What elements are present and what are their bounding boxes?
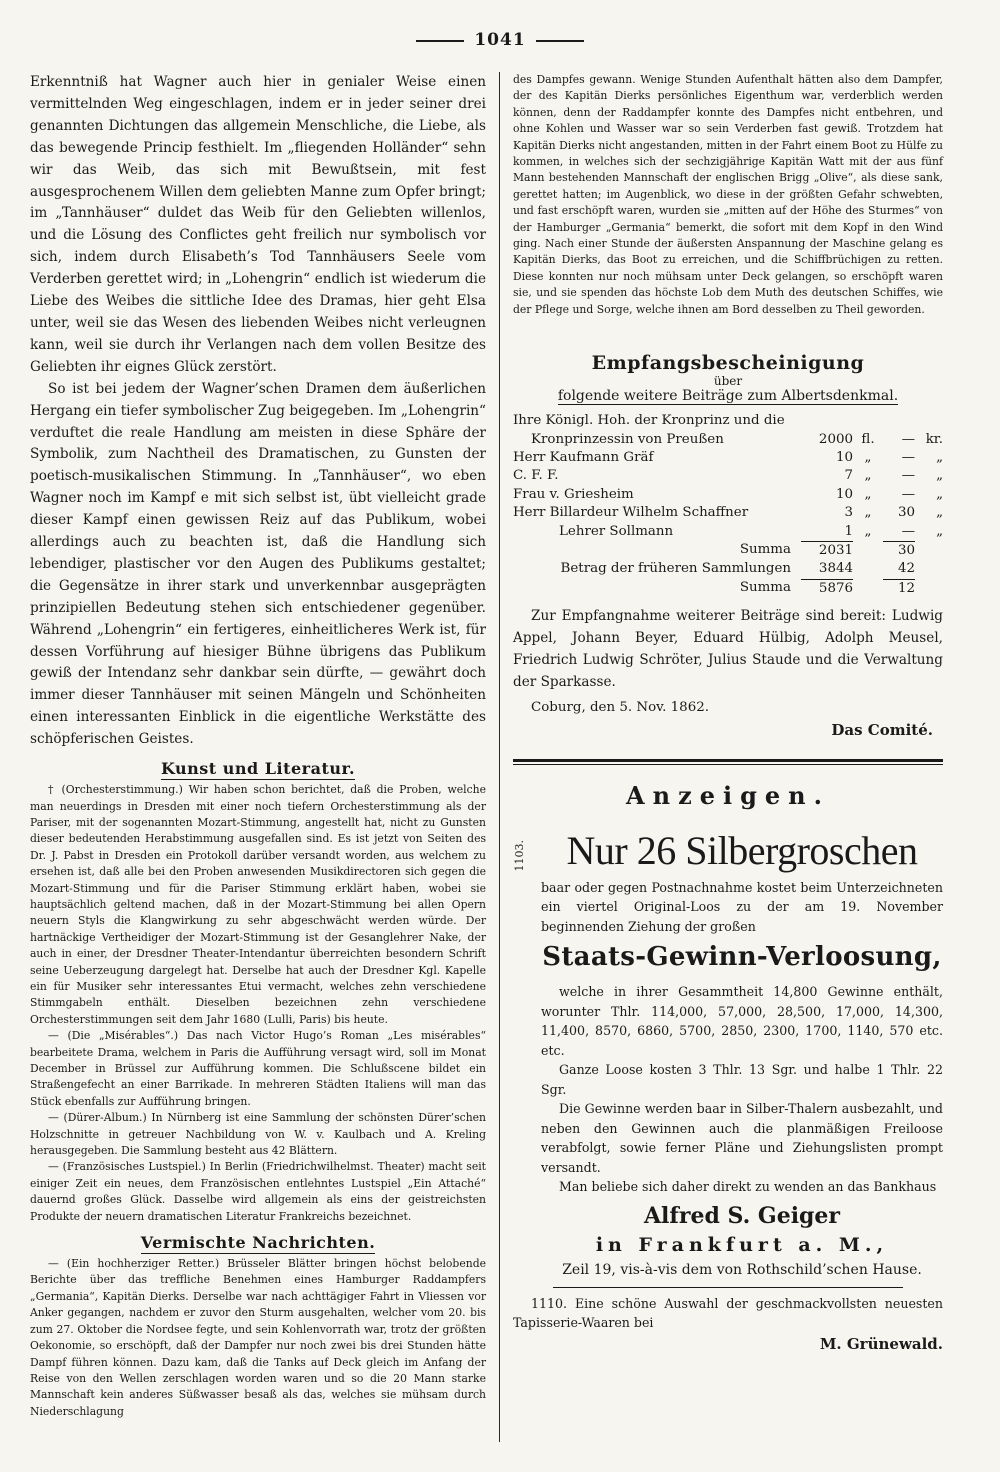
donor-name: C. F. F. bbox=[513, 468, 559, 484]
section-heading-misc-text: Vermischte Nachrichten. bbox=[140, 1233, 376, 1253]
signoff bbox=[513, 700, 943, 715]
news-item: — (Ein hochherziger Retter.) Brüsseler Blätter bringen höchst belobende Berichte über das treffliche Benehmen eines Hamburger Raddampfers „Germania“, Kapitän Dierks. Derselbe war nach achttägiger Fahrt in Vliessen vor Anker gegangen, nachdem er zuvor den Sturm ausgehalten, welcher vom 20. bis zum 27. Oktober die Nordsee fegte, und sein Kohlenvorrath war, trotz der größten Oekonomie, so erschöpft, daß der Dampfer nur noch zwei bis drei Stunden hätte Dampf führen können. Dazu kam, daß die Tanks auf Deck gleich im Anfang der Reise von den Wellen zerschlagen worden waren und so die 20 Mann starke Mannschaft kein anderes Süßwasser besaß als das, welches sie mühsam durch Niederschlagung bbox=[30, 1257, 486, 1418]
lottery-advertisement bbox=[513, 828, 943, 1281]
donation-row bbox=[513, 486, 943, 504]
committee-signature: Das Comité. bbox=[831, 720, 933, 739]
section-heading-misc bbox=[30, 1233, 486, 1252]
donation-row bbox=[513, 504, 943, 522]
prior-collections-row bbox=[513, 560, 943, 578]
donation-currency: „ bbox=[864, 449, 872, 465]
section-heading-art-text: Kunst und Literatur. bbox=[160, 759, 356, 779]
donation-amount: 10 bbox=[835, 449, 853, 465]
ad-bank-name: Alfred S. Geiger bbox=[643, 1202, 841, 1229]
section-heading-art bbox=[30, 759, 486, 778]
donor-name: Kronprinzessin von Preußen bbox=[531, 431, 724, 447]
article-paragraph: So ist bei jedem der Wagner’schen Dramen dem äußerlichen Hergang ein tiefer symbolischer Zug beigegeben. Im „Lohengrin“ verduftet die reale Handlung am meisten in diese Sphäre der Symbolik, zum Nachtheil des Dramatischen, zu Gunsten der poetisch-musikalischen Stimmung. In „Tannhäuser“, wo eben Wagner noch im Kampf e mit sich selbst ist, übt vielleicht grade dieser Kampf einen gewissen Reiz auf das Publikum, wobei allerdings auch zu beachten ist, daß die Handlung sich lebendiger, plastischer vor den Augen des Publikums gestaltet; die Gegensätze in ihrer stark und unverkennbar ausgeprägten prinzipiellen Bedeutung stehen sich entschiedener gegenüber. Während „Lohengrin“ ein fertigeres, einheitlicheres Werk ist, für dessen Vorführung auf hiesiger Bühne übrigens das Publikum gewiß der Intendanz sehr dankbar sein dürfte, — gewährt doch immer dieser Tannhäuser mit seinen Mängeln und Schönheiten einen interessanten Einblick in die eigentliche Werkstätte des schöpferischen Geistes. bbox=[30, 380, 486, 748]
donation-subunit: — bbox=[901, 468, 915, 484]
tapestry-advertisement bbox=[513, 1294, 943, 1353]
art-news bbox=[30, 782, 486, 1225]
total-amount: 5876 bbox=[801, 579, 853, 598]
donation-currency: fl. bbox=[861, 431, 875, 447]
donation-row bbox=[513, 449, 943, 467]
donation-subunit: — bbox=[901, 449, 915, 465]
donation-subcurrency: kr. bbox=[925, 431, 943, 447]
article-continuation: des Dampfes gewann. Wenige Stunden Aufenthalt hätten also dem Dampfer, der des Kapitän Dierks persönliches Eigenthum war, verderblich werden können, denn der Raddampfer konnte des Dampfes nicht entbehren, und ohne Kohlen und Wasser war so sein Verderben fast gewiß. Trotzdem hat Kapitän Dierks nicht angestanden, mitten in der Fahrt einem Boot zu Hülfe zu kommen, in welches sich der sechzigjährige Kapitän Watt mit der aus fünf Mann bestehenden Mannschaft der englischen Brigg „Olive“, als diese sank, gerettet hatten; im Augenblick, wo diese in der größten Gefahr schwebten, und fast erschöpft waren, wurden sie „mitten auf der Höhe des Sturmes“ von der Hamburger „Germania“ bemerkt, die sofort mit dem Kopf in den Wind ging. Nach einer Stunde der äußersten Anspannung der Maschine gelang es Kapitän Dierks, das Boot zu erreichen, und die Schiffbrüchigen zu retten. Diese konnten nur noch mühsam unter Deck gelangen, so erschöpft waren sie, und sie spenden das höchste Lob dem Muth des deutschen Schiffes, wie der Pflege und Sorge, welche ihnen am Bord desselben zu Theil geworden. bbox=[513, 73, 943, 316]
donation-subunit: — bbox=[901, 486, 915, 502]
donation-row bbox=[513, 412, 943, 430]
donation-subcurrency: „ bbox=[936, 449, 943, 465]
donation-amount: 10 bbox=[835, 486, 853, 502]
donation-subcurrency: „ bbox=[936, 486, 943, 502]
ad-headline: Nur 26 Silbergroschen bbox=[566, 827, 918, 873]
donation-receipt bbox=[513, 352, 943, 739]
grand-total-row bbox=[513, 579, 943, 598]
ad-intro: baar oder gegen Postnachnahme kostet beim Unterzeichneten ein viertel Original-Loos zu der am 19. November beginnenden Ziehung der großen bbox=[541, 879, 943, 934]
ad-separator bbox=[553, 1287, 903, 1288]
receipt-over: über bbox=[713, 374, 743, 389]
summa-amount: 2031 bbox=[801, 541, 853, 560]
right-column bbox=[513, 72, 943, 1353]
donor-name: Frau v. Griesheim bbox=[513, 486, 634, 502]
donation-subunit: 30 bbox=[897, 505, 915, 521]
collectors-note: Zur Empfangnahme weiterer Beiträge sind bereit: Ludwig Appel, Johann Beyer, Eduard Hülbig, Adolph Meusel, Friedrich Ludwig Schröter, Julius Staude und die Verwaltung der Sparkasse. bbox=[513, 608, 943, 690]
article-paragraph: Erkenntniß hat Wagner auch hier in genialer Weise einen vermittelnden Weg eingeschlagen, indem er in jeder seiner drei genannten Dichtungen das allgemein Menschliche, die Liebe, als das bewegende Princip festhielt. Im „fliegenden Holländer“ sehn wir das Weib, das sich mit Bewußtsein, mit fest ausgesprochenem Willen dem geliebten Manne zum Opfer bringt; im „Tannhäuser“ duldet das Weib für den Geliebten willenlos, und die Lösung des Conflictes geht freilich nur symbolisch vor sich, indem durch Elisabeth’s Tod Tannhäusers Seele vom Verderben gerettet wird; in „Lohengrin“ endlich ist wiederum die Liebe des Weibes die sittliche Idee des Dramas, hier geht Elsa unter, weil sie das Wesen des liebenden Weibes nicht verleugnen kann, weil sie durch ihr Verlangen nach dem vollen Besitze des Geliebten ihr eignes Glück zerstört. bbox=[30, 74, 486, 375]
ad-city: in Frankfurt a. M., bbox=[595, 1233, 889, 1256]
ads-section-title: Anzeigen. bbox=[626, 780, 830, 810]
donation-amount: 3 bbox=[844, 505, 853, 521]
misc-news bbox=[30, 1256, 486, 1420]
page-number-value: 1041 bbox=[474, 30, 526, 50]
donation-subunit: — bbox=[901, 431, 915, 447]
ad-address: Zeil 19, vis-à-vis dem von Rothschild’schen Hause. bbox=[562, 1261, 922, 1278]
wagner-article bbox=[30, 72, 486, 751]
donor-name: Herr Billardeur Wilhelm Schaffner bbox=[513, 505, 749, 521]
donation-amount: 7 bbox=[844, 468, 853, 484]
ad-lottery-name: Staats-Gewinn-Verloosung, bbox=[542, 942, 942, 973]
donation-row bbox=[513, 523, 943, 541]
summa-subunit: 30 bbox=[883, 541, 915, 560]
donation-list bbox=[513, 412, 943, 598]
column-divider bbox=[499, 72, 500, 1442]
donation-currency: „ bbox=[864, 468, 872, 484]
ad-number: 1103. bbox=[513, 839, 526, 872]
donation-currency: „ bbox=[864, 523, 872, 539]
total-label: Summa bbox=[739, 579, 791, 595]
page-number bbox=[0, 30, 1000, 50]
summa-row bbox=[513, 541, 943, 560]
news-item: — (Die „Misérables“.) Das nach Victor Hugo’s Roman „Les misérables“ bearbeitete Drama, welchem in Paris die Aufführung versagt wird, soll im Monat December in Brüssel zur Aufführung kommen. Die Schlußscene bildet ein Straßengefecht an einer Barrikade. In mehreren Städten Italiens will man das Stück ebenfalls zur Aufführung bringen. bbox=[30, 1029, 486, 1108]
donation-subunit: — bbox=[901, 523, 915, 539]
ad2-text: 1110. Eine schöne Auswahl der geschmackvollsten neuesten Tapisserie-Waaren bei bbox=[513, 1295, 943, 1331]
donor-name: Herr Kaufmann Gräf bbox=[513, 449, 654, 465]
ad-prices: Ganze Loose kosten 3 Thlr. 13 Sgr. und halbe 1 Thlr. 22 Sgr. bbox=[541, 1062, 943, 1097]
donation-subcurrency: „ bbox=[936, 468, 943, 484]
ad-prizes: welche in ihrer Gesammtheit 14,800 Gewinne enthält, worunter Thlr. 114,000, 57,000, 28,500, 17,000, 14,300, 11,400, 8570, 6860, 5700, 2850, 2300, 1700, 1140, 570 etc. etc. bbox=[541, 984, 943, 1058]
news-item: † (Orchesterstimmung.) Wir haben schon berichtet, daß die Proben, welche man neuerdings in Dresden mit einer noch tiefern Orchesterstimmung als der Pariser, mit der sogenannten Mozart-Stimmung, angestellt hat, nicht zu Gunsten dieser bedeutenden Herabstimmung ausgefallen sind. Es ist jetzt von Seiten des Dr. J. Pabst in Dresden ein Protokoll darüber versandt worden, aus welchem zu ersehen ist, daß alle bei den Proben anwesenden Musikdirectoren sich gegen die Mozart-Stimmung und für die Pariser Stimmung erklärt haben, wobei sie hauptsächlich geltend machen, daß in der Mozart-Stimmung bei allen Opern neuern Styls die Klangwirkung zu sehr abgeschwächt werden würde. Der hartnäckige Vertheidiger der Mozart-Stimmung ist der Gesanglehrer Nake, der auch in einer, der Dresdner Theater-Intendantur überreichten besondern Schrift seine Ueberzeugung dargelegt hat. Derselbe hat auch der Dresdner Kgl. Kapelle ein für Musiker sehr interessantes Etui vermacht, welches zehn verschiedene Stimmgabeln enthält. Dieselben bezeichnen zehn verschiedene Orchesterstimmungen seit dem Jahr 1680 (Lulli, Paris) bis heute. bbox=[30, 783, 486, 1026]
ads-divider-thick bbox=[513, 759, 943, 762]
summa-label: Summa bbox=[739, 541, 791, 557]
total-subunit: 12 bbox=[883, 579, 915, 598]
donation-amount: 1 bbox=[844, 523, 853, 539]
donation-row bbox=[513, 467, 943, 485]
donation-currency: „ bbox=[864, 486, 872, 502]
donation-subcurrency: „ bbox=[936, 523, 943, 539]
ad-contact-intro: Man beliebe sich daher direkt zu wenden an das Bankhaus bbox=[559, 1179, 937, 1195]
ads-divider-thin bbox=[513, 764, 943, 765]
ad2-merchant: M. Grünewald. bbox=[819, 1334, 943, 1353]
prior-label: Betrag der früheren Sammlungen bbox=[560, 561, 791, 577]
news-item: — (Französisches Lustspiel.) In Berlin (Friedrichwilhelmst. Theater) macht seit einiger Zeit ein neues, dem Französischen entlehntes Lustspiel „Ein Attaché“ dauernd großes Glück. Dasselbe wird allgemein als eins der geistreichsten Produkte der neuern dramatischen Literatur Frankreichs bezeichnet. bbox=[30, 1160, 486, 1223]
ad-payout: Die Gewinne werden baar in Silber-Thalern ausbezahlt, und neben den Gewinnen auch die planmäßigen Freiloose verabfolgt, sowie ferner Pläne und Ziehungslisten prompt versandt. bbox=[541, 1101, 943, 1175]
place-date: Coburg, den 5. Nov. 1862. bbox=[531, 699, 710, 715]
donation-amount: 2000 bbox=[818, 431, 853, 447]
donor-name: Ihre Königl. Hoh. der Kronprinz und die bbox=[513, 413, 785, 429]
donation-row bbox=[513, 431, 943, 449]
receipt-title: Empfangsbescheinigung bbox=[591, 352, 865, 375]
receipt-subtitle bbox=[513, 388, 943, 404]
receipt-subtitle-text: folgende weitere Beiträge zum Albertsdenkmal. bbox=[557, 388, 899, 405]
prior-amount: 3844 bbox=[818, 561, 853, 577]
prior-subunit: 42 bbox=[897, 561, 915, 577]
news-item: — (Dürer-Album.) In Nürnberg ist eine Sammlung der schönsten Dürer’schen Holzschnitte in getreuer Nachbildung von W. v. Kaulbach und A. Kreling herausgegeben. Die Sammlung besteht aus 42 Blättern. bbox=[30, 1111, 486, 1158]
donation-currency: „ bbox=[864, 505, 872, 521]
left-column bbox=[30, 72, 486, 1420]
donation-subcurrency: „ bbox=[936, 505, 943, 521]
donor-name: Lehrer Sollmann bbox=[559, 523, 674, 539]
